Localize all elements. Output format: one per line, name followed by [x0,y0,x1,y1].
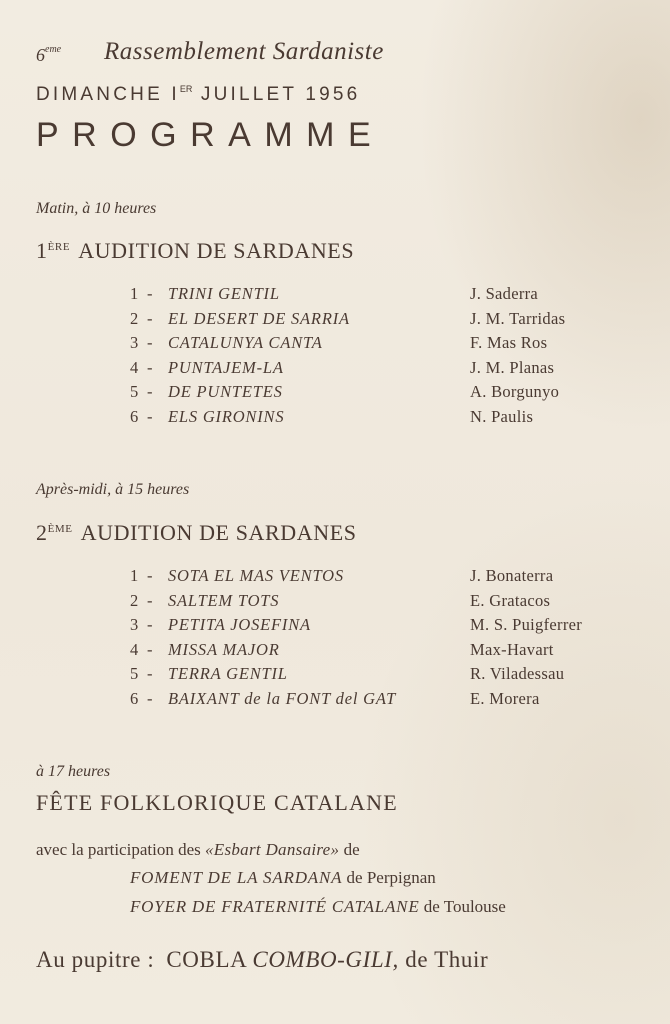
event-title: Rassemblement Sardaniste [104,38,384,65]
programme-heading: PROGRAMME [36,116,385,154]
composer-name: E. Morera [470,688,540,708]
item-number: 6 [130,406,139,426]
piece-title: TRINI GENTIL [168,284,280,303]
cobla-name: COMBO-GILI, [252,947,399,972]
item-separator: - [147,333,153,352]
item-number: 2 [130,308,139,328]
composer-name: M. S. Puigferrer [470,615,583,634]
piece-title: PUNTAJEM-LA [168,357,284,377]
piece-title: BAIXANT de la FONT del GAT [168,688,397,708]
composer-name: Max-Havart [470,639,554,659]
piece-title: DE PUNTETES [168,382,283,401]
composer-name: N. Paulis [470,406,534,426]
item-number: 3 [130,615,139,634]
item-number: 4 [130,357,139,377]
item-separator: - [147,357,153,377]
item-number: 6 [130,688,139,708]
item-number: 1 [130,566,139,585]
composer-name: J. Saderra [470,284,539,303]
item-separator: - [147,406,153,426]
item-separator: - [147,688,153,708]
piece-title: MISSA MAJOR [168,639,280,659]
morning-time: Matin, à 10 heures [36,200,157,217]
piece-title: EL DESERT DE SARRIA [168,308,350,328]
morning-section-title: 1ÈRE AUDITION DE SARDANES [36,238,355,263]
composer-name: J. M. Planas [470,357,555,377]
item-separator: - [147,590,153,610]
item-number: 4 [130,639,139,659]
item-separator: - [147,566,153,585]
piece-title: ELS GIRONINS [168,406,285,426]
piece-title: TERRA GENTIL [168,664,288,683]
item-number: 5 [130,664,139,683]
esbart-name: «Esbart Dansaire» [204,840,340,859]
item-separator: - [147,664,153,683]
edition-number: 6eme [36,44,62,65]
fete-title: FÊTE FOLKLORIQUE CATALANE [36,790,398,815]
composer-name: R. Viladessau [470,664,565,683]
fete-time: à 17 heures [36,763,111,780]
item-number: 3 [130,333,139,352]
event-date: DIMANCHE IER JUILLET 1956 [36,84,361,105]
item-separator: - [147,284,153,303]
participation-line: avec la participation des «Esbart Dansaire» de [36,840,360,859]
piece-title: PETITA JOSEFINA [168,615,311,634]
bleed-through-texture [560,80,660,120]
afternoon-time: Après-midi, à 15 heures [36,481,190,498]
item-number: 1 [130,284,139,303]
item-number: 2 [130,590,139,610]
piece-title: SOTA EL MAS VENTOS [168,566,344,585]
group-foment: FOMENT DE LA SARDANA de Perpignan [130,868,436,887]
item-separator: - [147,308,153,328]
item-separator: - [147,639,153,659]
afternoon-section-title: 2ÈME AUDITION DE SARDANES [36,520,357,545]
piece-title: CATALUNYA CANTA [168,333,323,352]
composer-name: J. Bonaterra [470,566,554,585]
composer-name: F. Mas Ros [470,333,548,352]
group-foyer: FOYER DE FRATERNITÉ CATALANE de Toulouse [130,897,506,916]
item-separator: - [147,615,153,634]
item-separator: - [147,382,153,401]
piece-title: SALTEM TOTS [168,590,280,610]
director-line: Au pupitre : COBLA COMBO-GILI, de Thuir [36,947,489,972]
composer-name: J. M. Tarridas [470,308,566,328]
composer-name: E. Gratacos [470,590,551,610]
composer-name: A. Borgunyo [470,382,560,401]
item-number: 5 [130,382,139,401]
